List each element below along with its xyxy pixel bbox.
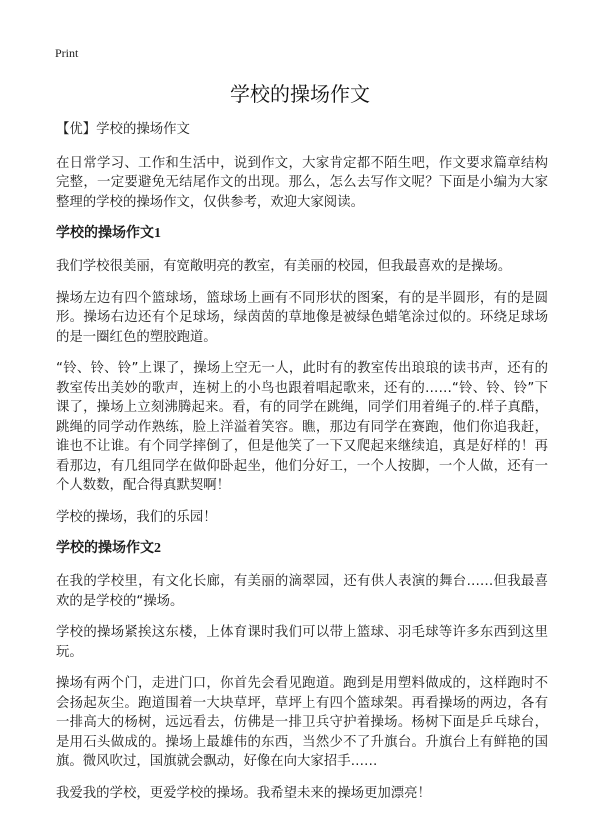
section-heading-1: 学校的操场作文1 — [56, 226, 161, 241]
paragraph: 学校的操场紧挨这东楼，上体育课时我们可以带上篮球、羽毛球等许多东西到这里玩。 — [56, 625, 548, 660]
paragraph: 操场左边有四个篮球场，篮球场上画有不同形状的图案，有的是半圆形，有的是圆形。操场右边还有个足球场，绿茵茵的草地像是被绿色蜡笔涂过似的。环绕足球场的是一圈红色的塑胶跑道。 — [56, 290, 548, 345]
article-body — [56, 120, 548, 815]
page-title: 学校的操场作文 — [230, 82, 370, 106]
intro-paragraph: 在日常学习、工作和生活中，说到作文，大家肯定都不陌生吧，作文要求篇章结构完整，一定要避免无结尾作文的出现。那么，怎么去写作文呢？下面是小编为大家整理的学校的操场作文，仅供参考，欢迎大家阅读。 — [56, 155, 548, 210]
article-subtitle: 【优】学校的操场作文 — [56, 122, 190, 137]
paragraph: “铃、铃、铃”上课了，操场上空无一人，此时有的教室传出琅琅的读书声，还有的教室传出美妙的歌声，连树上的小鸟也跟着唱起歌来，还有的……“铃、铃、铃”下课了，操场上立刻沸腾起来。看，有的同学在跳绳，同学们用着绳子的.样子真酷，跳绳的同学动作熟练，脸上洋溢着笑容。瞧，那边有同学在赛跑，他们你追我赶，谁也不让谁。有个同学摔倒了，但是他笑了一下又爬起来继续追，真是好样的！再看那边，有几组同学在做仰卧起坐，他们分好工，一个人按脚，一个人做，还有一个人数数，配合得真默契啊！ — [56, 361, 548, 493]
paragraph: 我们学校很美丽，有宽敞明亮的教室，有美丽的校园，但我最喜欢的是操场。 — [56, 259, 512, 274]
section-heading-2: 学校的操场作文2 — [56, 541, 161, 556]
paragraph: 在我的学校里，有文化长廊，有美丽的滴翠园，还有供人表演的舞台……但我最喜欢的是学校的“操场。 — [56, 574, 548, 609]
paragraph: 我爱我的学校，更爱学校的操场。我希望未来的操场更加漂亮！ — [56, 785, 431, 801]
print-link[interactable]: Print — [55, 46, 79, 60]
paragraph: 学校的操场，我们的乐园！ — [56, 509, 217, 525]
paragraph: 操场有两个门，走进门口，你首先会看见跑道。跑到是用塑料做成的，这样跑时不会扬起灰尘。跑道围着一大块草坪，草坪上有四个篮球架。再看操场的两边，各有一排高大的杨树，远远看去，仿佛是一排卫兵守护着操场。杨树下面是乒乓球台，是用石头做成的。操场上最雄伟的东西，当然少不了升旗台。升旗台上有鲜艳的国旗。微风吹过，国旗就会飘动，好像在向大家招手…… — [56, 676, 548, 769]
